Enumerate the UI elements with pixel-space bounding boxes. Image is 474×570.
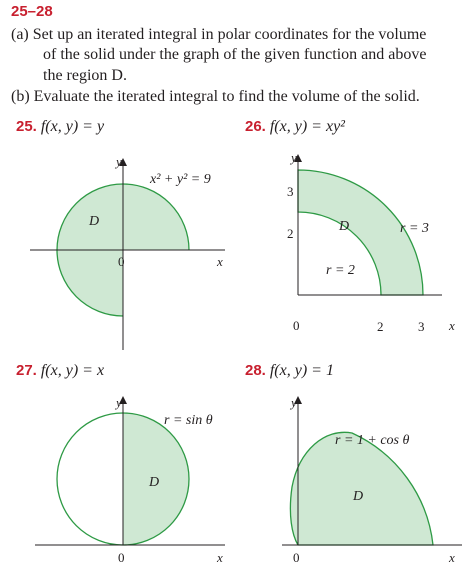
region-label: D <box>149 475 160 490</box>
problem-number: 28. <box>245 362 266 379</box>
y-axis-label: y <box>291 395 297 410</box>
tick-y3-label: 3 <box>287 184 294 199</box>
instruction-a-line3: the region D. <box>43 67 127 84</box>
region-label: D <box>353 489 364 504</box>
x-axis-label: x <box>217 550 223 565</box>
tick-x3-label: 3 <box>418 319 425 334</box>
curve-label: x² + y² = 9 <box>150 172 211 187</box>
x-axis-label: x <box>217 254 223 269</box>
origin-label: 0 <box>118 550 125 565</box>
tick-x2-label: 2 <box>377 319 384 334</box>
curve-label: r = 1 + cos θ <box>335 433 410 448</box>
region-label: D <box>89 214 100 229</box>
figure-25 <box>0 150 237 350</box>
problem-function: f(x, y) = y <box>40 118 105 135</box>
section-heading: 25–28 <box>11 3 53 20</box>
problem-28-header <box>245 362 334 380</box>
problem-function: f(x, y) = xy² <box>269 118 345 135</box>
problem-number: 25. <box>16 118 37 135</box>
outer-curve-label: r = 3 <box>400 221 429 236</box>
inner-curve-label: r = 2 <box>326 263 355 278</box>
x-axis-label: x <box>449 550 455 565</box>
region-label: D <box>339 219 350 234</box>
problem-number: 26. <box>245 118 266 135</box>
problem-25-header <box>16 118 104 136</box>
curve-label: r = sin θ <box>164 413 213 428</box>
instruction-a-line2: of the solid under the graph of the given function and above <box>43 46 427 63</box>
y-axis-label: y <box>116 395 122 410</box>
problem-number: 27. <box>16 362 37 379</box>
y-axis-label: y <box>291 150 297 165</box>
origin-label: 0 <box>293 550 300 565</box>
instruction-a-line1: (a) Set up an iterated integral in polar coordinates for the volume <box>11 26 427 43</box>
problem-27-header <box>16 362 104 380</box>
figure-26 <box>237 150 474 350</box>
x-axis-label: x <box>449 318 455 333</box>
figure-28 <box>237 395 474 570</box>
origin-label: 0 <box>118 254 125 269</box>
problem-26-header <box>245 118 345 136</box>
y-axis-label: y <box>116 154 122 169</box>
tick-y2-label: 2 <box>287 226 294 241</box>
origin-label: 0 <box>293 318 300 333</box>
problem-function: f(x, y) = x <box>40 362 105 379</box>
problem-function: f(x, y) = 1 <box>269 362 334 379</box>
instruction-b-line1: (b) Evaluate the iterated integral to find the volume of the solid. <box>11 88 420 105</box>
figure-27 <box>0 395 237 570</box>
